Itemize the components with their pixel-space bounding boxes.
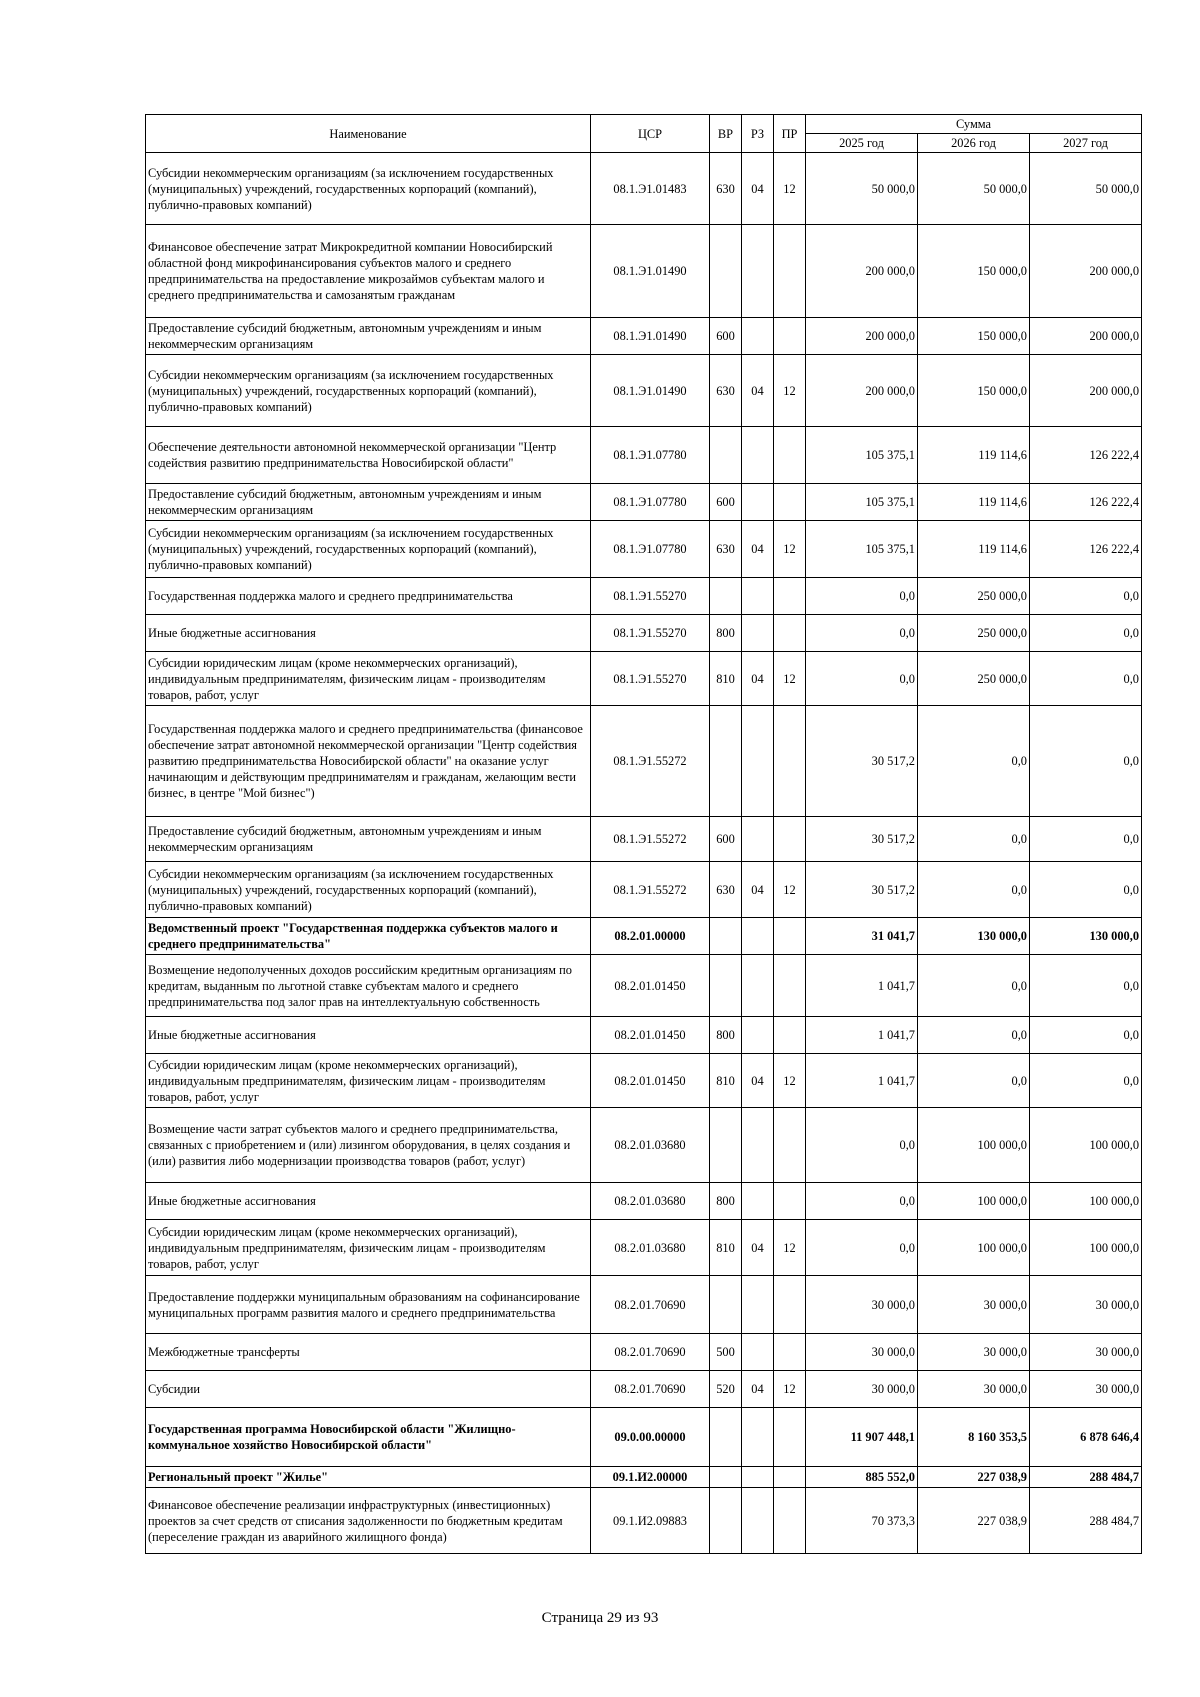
row-csr-cell: 08.2.01.00000 [591, 918, 710, 955]
row-name-cell: Субсидии юридическим лицам (кроме некоммерческих организаций), индивидуальным предпринимателям, физическим лицам - производителям товаров, работ, услуг [146, 652, 591, 706]
row-name-cell: Государственная программа Новосибирской области "Жилищно-коммунальное хозяйство Новосибирской области" [146, 1408, 591, 1467]
row-pr-cell: 12 [774, 153, 806, 225]
row-vr-cell: 800 [710, 615, 742, 652]
row-csr-cell: 09.1.И2.00000 [591, 1467, 710, 1488]
row-pr-cell [774, 318, 806, 355]
row-csr-cell: 08.1.Э1.01490 [591, 355, 710, 427]
row-csr-cell: 08.2.01.01450 [591, 1017, 710, 1054]
row-vr-cell: 630 [710, 153, 742, 225]
row-name-cell: Возмещение части затрат субъектов малого и среднего предпринимательства, связанных с приобретением и (или) лизингом оборудования, в целях создания и (или) развития либо модернизации производства товаров (работ, услуг) [146, 1108, 591, 1183]
table-row [146, 817, 1142, 862]
row-name-cell: Предоставление субсидий бюджетным, автономным учреждениям и иным некоммерческим организациям [146, 817, 591, 862]
table-row [146, 1054, 1142, 1108]
table-row [146, 427, 1142, 484]
row-vr-cell [710, 955, 742, 1017]
row-rz-cell: 04 [742, 862, 774, 918]
row-2025-cell: 30 517,2 [806, 817, 918, 862]
row-csr-cell: 08.1.Э1.07780 [591, 521, 710, 578]
row-2027-cell: 0,0 [1030, 1054, 1142, 1108]
row-rz-cell [742, 1183, 774, 1220]
row-vr-cell [710, 427, 742, 484]
row-2025-cell: 200 000,0 [806, 318, 918, 355]
row-2026-cell: 50 000,0 [918, 153, 1030, 225]
table-row [146, 1108, 1142, 1183]
row-vr-cell [710, 1408, 742, 1467]
row-2027-cell: 30 000,0 [1030, 1334, 1142, 1371]
row-vr-cell: 600 [710, 817, 742, 862]
row-rz-cell [742, 427, 774, 484]
row-csr-cell: 08.1.Э1.01490 [591, 318, 710, 355]
budget-table [145, 114, 1142, 1554]
row-2025-cell: 0,0 [806, 1220, 918, 1276]
row-2025-cell: 885 552,0 [806, 1467, 918, 1488]
row-pr-cell: 12 [774, 355, 806, 427]
row-vr-cell: 520 [710, 1371, 742, 1408]
row-rz-cell [742, 225, 774, 318]
row-vr-cell [710, 578, 742, 615]
row-2027-cell: 126 222,4 [1030, 484, 1142, 521]
row-2026-cell: 250 000,0 [918, 652, 1030, 706]
table-row [146, 1488, 1142, 1554]
table-row [146, 1220, 1142, 1276]
row-2027-cell: 126 222,4 [1030, 521, 1142, 578]
row-2026-cell: 0,0 [918, 862, 1030, 918]
row-vr-cell: 630 [710, 521, 742, 578]
header-vr: ВР [710, 115, 742, 153]
row-rz-cell: 04 [742, 521, 774, 578]
row-rz-cell [742, 1488, 774, 1554]
table-row [146, 578, 1142, 615]
table-body [146, 153, 1142, 1554]
row-csr-cell: 08.2.01.03680 [591, 1108, 710, 1183]
header-2026: 2026 год [918, 134, 1030, 153]
row-2025-cell: 31 041,7 [806, 918, 918, 955]
row-2027-cell: 100 000,0 [1030, 1183, 1142, 1220]
row-name-cell: Субсидии некоммерческим организациям (за исключением государственных (муниципальных) учреждений, государственных корпораций (компаний), публично-правовых компаний) [146, 355, 591, 427]
table-row [146, 615, 1142, 652]
row-pr-cell [774, 484, 806, 521]
row-2026-cell: 119 114,6 [918, 484, 1030, 521]
header-name: Наименование [146, 115, 591, 153]
row-2025-cell: 70 373,3 [806, 1488, 918, 1554]
row-2025-cell: 105 375,1 [806, 427, 918, 484]
row-2026-cell: 30 000,0 [918, 1371, 1030, 1408]
row-2025-cell: 30 000,0 [806, 1276, 918, 1334]
row-csr-cell: 08.1.Э1.55270 [591, 578, 710, 615]
row-2027-cell: 200 000,0 [1030, 318, 1142, 355]
row-2025-cell: 200 000,0 [806, 355, 918, 427]
row-csr-cell: 08.1.Э1.07780 [591, 484, 710, 521]
table-row [146, 1467, 1142, 1488]
table-row [146, 1017, 1142, 1054]
row-vr-cell [710, 225, 742, 318]
table-row [146, 521, 1142, 578]
row-name-cell: Финансовое обеспечение затрат Микрокредитной компании Новосибирский областной фонд микрофинансирования субъектов малого и среднего предпринимательства на предоставление микрозаймов субъектам малого и среднего предпринимательства и самозанятым гражданам [146, 225, 591, 318]
table-row [146, 225, 1142, 318]
row-csr-cell: 09.0.00.00000 [591, 1408, 710, 1467]
row-2025-cell: 30 517,2 [806, 706, 918, 817]
row-pr-cell [774, 578, 806, 615]
row-vr-cell [710, 706, 742, 817]
row-vr-cell: 800 [710, 1017, 742, 1054]
row-pr-cell [774, 1017, 806, 1054]
row-name-cell: Предоставление субсидий бюджетным, автономным учреждениям и иным некоммерческим организациям [146, 484, 591, 521]
row-2027-cell: 0,0 [1030, 817, 1142, 862]
row-2027-cell: 0,0 [1030, 652, 1142, 706]
row-name-cell: Субсидии некоммерческим организациям (за исключением государственных (муниципальных) учреждений, государственных корпораций (компаний), публично-правовых компаний) [146, 153, 591, 225]
row-2027-cell: 0,0 [1030, 706, 1142, 817]
row-vr-cell [710, 1276, 742, 1334]
row-2025-cell: 0,0 [806, 1183, 918, 1220]
row-csr-cell: 08.2.01.70690 [591, 1371, 710, 1408]
row-name-cell: Иные бюджетные ассигнования [146, 615, 591, 652]
row-2027-cell: 0,0 [1030, 862, 1142, 918]
table-row [146, 1408, 1142, 1467]
row-2026-cell: 30 000,0 [918, 1334, 1030, 1371]
row-rz-cell: 04 [742, 1371, 774, 1408]
row-2025-cell: 1 041,7 [806, 1054, 918, 1108]
row-vr-cell: 810 [710, 1220, 742, 1276]
table-row [146, 955, 1142, 1017]
row-2026-cell: 250 000,0 [918, 578, 1030, 615]
row-2027-cell: 0,0 [1030, 1017, 1142, 1054]
header-rz: РЗ [742, 115, 774, 153]
table-row [146, 1371, 1142, 1408]
row-name-cell: Региональный проект "Жилье" [146, 1467, 591, 1488]
table-row [146, 1334, 1142, 1371]
row-2026-cell: 119 114,6 [918, 427, 1030, 484]
row-csr-cell: 08.1.Э1.55272 [591, 706, 710, 817]
row-2026-cell: 227 038,9 [918, 1467, 1030, 1488]
row-pr-cell [774, 615, 806, 652]
row-name-cell: Предоставление субсидий бюджетным, автономным учреждениям и иным некоммерческим организациям [146, 318, 591, 355]
row-csr-cell: 08.2.01.01450 [591, 955, 710, 1017]
row-name-cell: Иные бюджетные ассигнования [146, 1017, 591, 1054]
row-csr-cell: 08.2.01.03680 [591, 1183, 710, 1220]
row-2026-cell: 150 000,0 [918, 318, 1030, 355]
row-vr-cell: 800 [710, 1183, 742, 1220]
row-rz-cell [742, 918, 774, 955]
row-2026-cell: 119 114,6 [918, 521, 1030, 578]
row-rz-cell [742, 706, 774, 817]
row-2027-cell: 0,0 [1030, 578, 1142, 615]
row-csr-cell: 08.1.Э1.55270 [591, 615, 710, 652]
row-name-cell: Ведомственный проект "Государственная поддержка субъектов малого и среднего предпринимательства" [146, 918, 591, 955]
row-2027-cell: 130 000,0 [1030, 918, 1142, 955]
row-2026-cell: 227 038,9 [918, 1488, 1030, 1554]
row-2026-cell: 0,0 [918, 1017, 1030, 1054]
row-name-cell: Иные бюджетные ассигнования [146, 1183, 591, 1220]
row-pr-cell [774, 1183, 806, 1220]
row-vr-cell [710, 1467, 742, 1488]
row-vr-cell: 630 [710, 355, 742, 427]
row-rz-cell [742, 817, 774, 862]
row-name-cell: Обеспечение деятельности автономной некоммерческой организации "Центр содействия развитию предпринимательства Новосибирской области" [146, 427, 591, 484]
row-pr-cell [774, 1408, 806, 1467]
row-2026-cell: 150 000,0 [918, 225, 1030, 318]
row-name-cell: Субсидии [146, 1371, 591, 1408]
row-2027-cell: 288 484,7 [1030, 1467, 1142, 1488]
row-2026-cell: 100 000,0 [918, 1220, 1030, 1276]
row-name-cell: Субсидии юридическим лицам (кроме некоммерческих организаций), индивидуальным предпринимателям, физическим лицам - производителям товаров, работ, услуг [146, 1220, 591, 1276]
header-csr: ЦСР [591, 115, 710, 153]
row-csr-cell: 08.1.Э1.55272 [591, 817, 710, 862]
row-vr-cell [710, 918, 742, 955]
row-2026-cell: 30 000,0 [918, 1276, 1030, 1334]
table-row [146, 484, 1142, 521]
row-rz-cell [742, 1467, 774, 1488]
row-2025-cell: 105 375,1 [806, 521, 918, 578]
row-name-cell: Государственная поддержка малого и среднего предпринимательства (финансовое обеспечение затрат автономной некоммерческой организации "Центр содействия развитию предпринимательства Новосибирской области" на оказание услуг начинающим и действующим предпринимателям и гражданам, желающим вести бизнес, в центре "Мой бизнес") [146, 706, 591, 817]
row-2027-cell: 126 222,4 [1030, 427, 1142, 484]
row-pr-cell [774, 918, 806, 955]
row-2025-cell: 0,0 [806, 652, 918, 706]
row-csr-cell: 08.2.01.70690 [591, 1276, 710, 1334]
row-pr-cell: 12 [774, 1220, 806, 1276]
table-row [146, 706, 1142, 817]
row-2025-cell: 200 000,0 [806, 225, 918, 318]
row-csr-cell: 08.1.Э1.07780 [591, 427, 710, 484]
row-csr-cell: 08.2.01.70690 [591, 1334, 710, 1371]
row-vr-cell: 630 [710, 862, 742, 918]
row-csr-cell: 09.1.И2.09883 [591, 1488, 710, 1554]
row-2027-cell: 100 000,0 [1030, 1220, 1142, 1276]
table-header [146, 115, 1142, 153]
row-name-cell: Субсидии некоммерческим организациям (за исключением государственных (муниципальных) учреждений, государственных корпораций (компаний), публично-правовых компаний) [146, 521, 591, 578]
row-2026-cell: 0,0 [918, 817, 1030, 862]
row-name-cell: Субсидии некоммерческим организациям (за исключением государственных (муниципальных) учреждений, государственных корпораций (компаний), публично-правовых компаний) [146, 862, 591, 918]
table-row [146, 1183, 1142, 1220]
row-rz-cell [742, 1108, 774, 1183]
row-2025-cell: 11 907 448,1 [806, 1408, 918, 1467]
row-2027-cell: 30 000,0 [1030, 1371, 1142, 1408]
row-pr-cell: 12 [774, 652, 806, 706]
row-pr-cell: 12 [774, 521, 806, 578]
row-2027-cell: 50 000,0 [1030, 153, 1142, 225]
header-2027: 2027 год [1030, 134, 1142, 153]
row-2025-cell: 50 000,0 [806, 153, 918, 225]
row-2026-cell: 0,0 [918, 955, 1030, 1017]
header-2025: 2025 год [806, 134, 918, 153]
row-2025-cell: 30 000,0 [806, 1371, 918, 1408]
row-rz-cell [742, 1276, 774, 1334]
table-row [146, 355, 1142, 427]
row-rz-cell [742, 1408, 774, 1467]
row-vr-cell: 600 [710, 318, 742, 355]
row-csr-cell: 08.1.Э1.01483 [591, 153, 710, 225]
row-rz-cell [742, 578, 774, 615]
row-vr-cell: 810 [710, 1054, 742, 1108]
row-2027-cell: 30 000,0 [1030, 1276, 1142, 1334]
row-vr-cell: 500 [710, 1334, 742, 1371]
row-rz-cell [742, 1334, 774, 1371]
row-2025-cell: 0,0 [806, 615, 918, 652]
row-rz-cell: 04 [742, 355, 774, 427]
row-vr-cell [710, 1108, 742, 1183]
row-2026-cell: 100 000,0 [918, 1183, 1030, 1220]
row-pr-cell: 12 [774, 1054, 806, 1108]
row-rz-cell [742, 484, 774, 521]
row-pr-cell: 12 [774, 862, 806, 918]
row-name-cell: Государственная поддержка малого и среднего предпринимательства [146, 578, 591, 615]
row-rz-cell: 04 [742, 1220, 774, 1276]
row-name-cell: Субсидии юридическим лицам (кроме некоммерческих организаций), индивидуальным предпринимателям, физическим лицам - производителям товаров, работ, услуг [146, 1054, 591, 1108]
row-rz-cell [742, 1017, 774, 1054]
table-row [146, 652, 1142, 706]
row-pr-cell [774, 817, 806, 862]
row-2025-cell: 30 000,0 [806, 1334, 918, 1371]
page-number: Страница 29 из 93 [541, 1610, 659, 1626]
row-pr-cell [774, 1108, 806, 1183]
row-csr-cell: 08.1.Э1.01490 [591, 225, 710, 318]
row-2026-cell: 130 000,0 [918, 918, 1030, 955]
row-2026-cell: 150 000,0 [918, 355, 1030, 427]
row-rz-cell: 04 [742, 652, 774, 706]
row-csr-cell: 08.2.01.03680 [591, 1220, 710, 1276]
row-pr-cell [774, 1276, 806, 1334]
header-pr: ПР [774, 115, 806, 153]
row-pr-cell: 12 [774, 1371, 806, 1408]
row-rz-cell [742, 615, 774, 652]
row-2027-cell: 0,0 [1030, 615, 1142, 652]
table-row [146, 918, 1142, 955]
row-2025-cell: 1 041,7 [806, 955, 918, 1017]
row-2027-cell: 200 000,0 [1030, 355, 1142, 427]
row-2027-cell: 100 000,0 [1030, 1108, 1142, 1183]
row-pr-cell [774, 427, 806, 484]
row-csr-cell: 08.2.01.01450 [591, 1054, 710, 1108]
row-2025-cell: 30 517,2 [806, 862, 918, 918]
row-csr-cell: 08.1.Э1.55270 [591, 652, 710, 706]
row-2026-cell: 0,0 [918, 706, 1030, 817]
row-csr-cell: 08.1.Э1.55272 [591, 862, 710, 918]
row-2025-cell: 105 375,1 [806, 484, 918, 521]
table-row [146, 153, 1142, 225]
row-rz-cell: 04 [742, 153, 774, 225]
table-row [146, 318, 1142, 355]
header-sum: Сумма [806, 115, 1142, 134]
row-2027-cell: 0,0 [1030, 955, 1142, 1017]
row-pr-cell [774, 706, 806, 817]
row-vr-cell: 600 [710, 484, 742, 521]
row-rz-cell [742, 318, 774, 355]
row-2027-cell: 6 878 646,4 [1030, 1408, 1142, 1467]
table-row [146, 862, 1142, 918]
row-2026-cell: 250 000,0 [918, 615, 1030, 652]
row-name-cell: Финансовое обеспечение реализации инфраструктурных (инвестиционных) проектов за счет средств от списания задолженности по бюджетным кредитам (переселение граждан из аварийного жилищного фонда) [146, 1488, 591, 1554]
row-rz-cell: 04 [742, 1054, 774, 1108]
row-vr-cell: 810 [710, 652, 742, 706]
row-name-cell: Возмещение недополученных доходов российским кредитным организациям по кредитам, выданным по льготной ставке субъектам малого и среднего предпринимательства под залог прав на интеллектуальную собственность [146, 955, 591, 1017]
row-name-cell: Предоставление поддержки муниципальным образованиям на софинансирование муниципальных программ развития малого и среднего предпринимательства [146, 1276, 591, 1334]
row-vr-cell [710, 1488, 742, 1554]
row-pr-cell [774, 1467, 806, 1488]
row-2025-cell: 0,0 [806, 1108, 918, 1183]
row-2025-cell: 1 041,7 [806, 1017, 918, 1054]
row-pr-cell [774, 1488, 806, 1554]
row-2026-cell: 100 000,0 [918, 1108, 1030, 1183]
row-2025-cell: 0,0 [806, 578, 918, 615]
row-2027-cell: 200 000,0 [1030, 225, 1142, 318]
row-name-cell: Межбюджетные трансферты [146, 1334, 591, 1371]
row-pr-cell [774, 1334, 806, 1371]
row-pr-cell [774, 955, 806, 1017]
row-2026-cell: 0,0 [918, 1054, 1030, 1108]
table-row [146, 1276, 1142, 1334]
row-rz-cell [742, 955, 774, 1017]
row-pr-cell [774, 225, 806, 318]
row-2026-cell: 8 160 353,5 [918, 1408, 1030, 1467]
row-2027-cell: 288 484,7 [1030, 1488, 1142, 1554]
